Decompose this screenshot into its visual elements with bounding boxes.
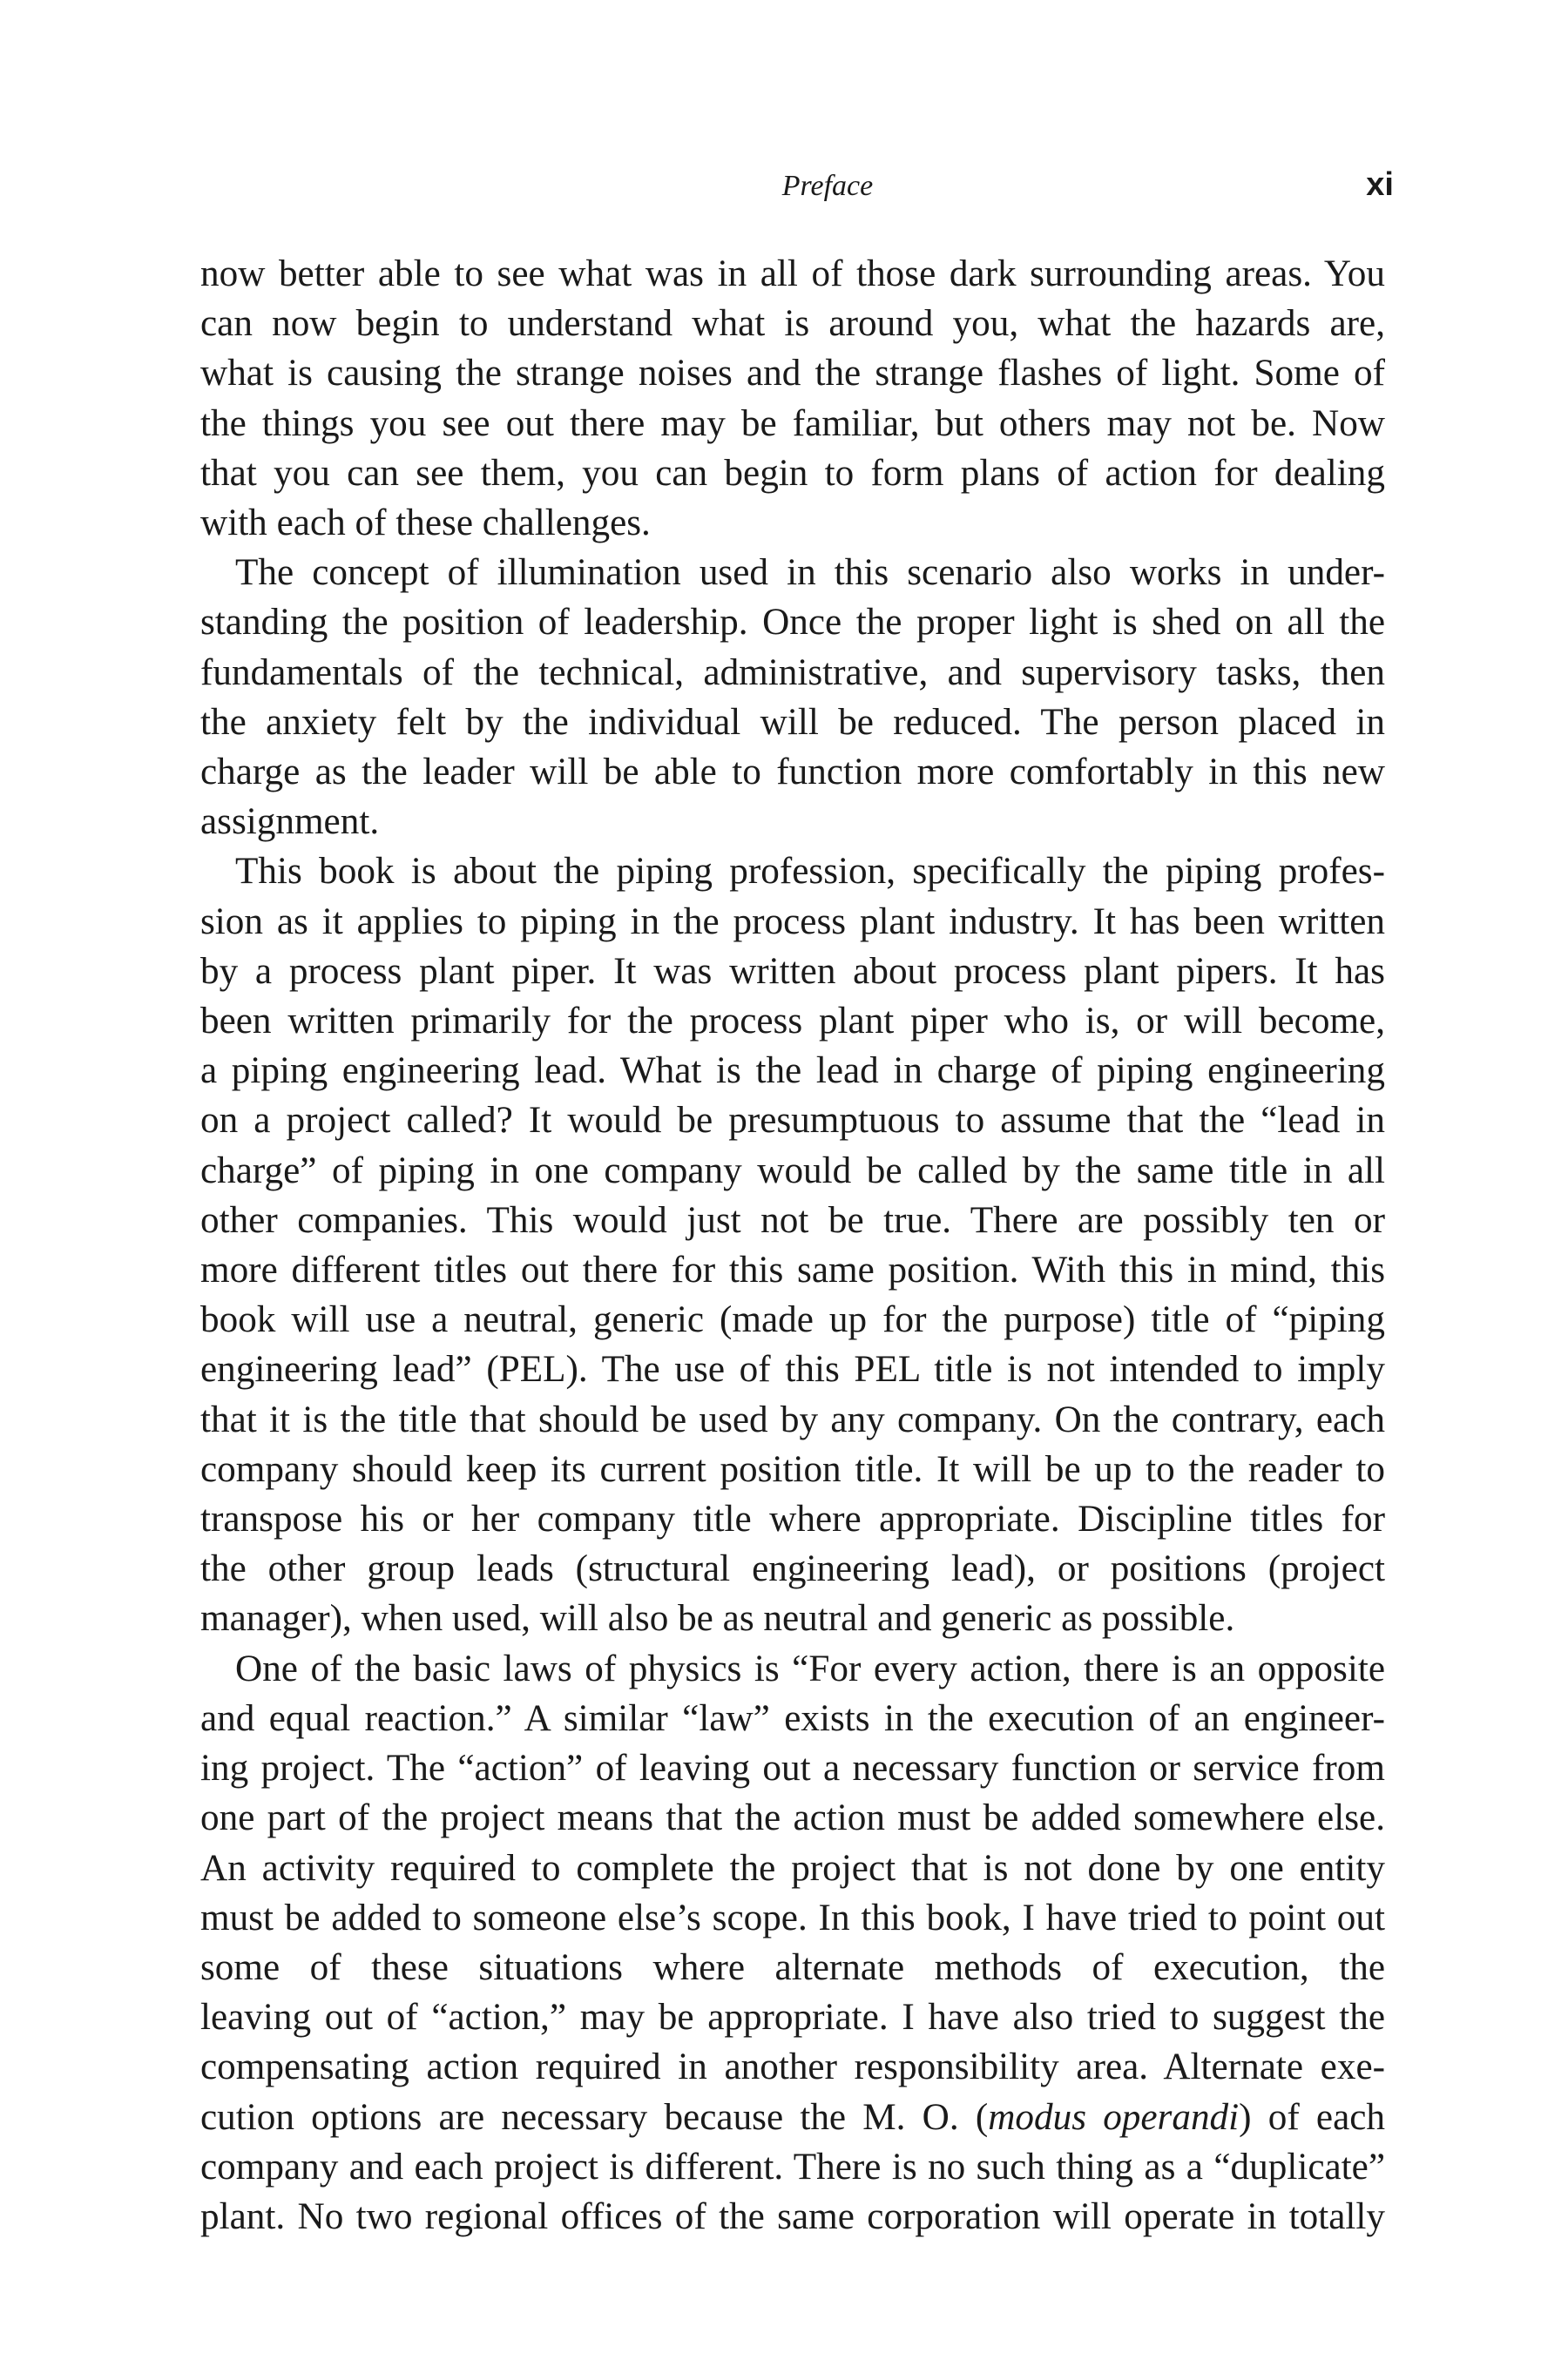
text-line-with-italic — [200, 2093, 1385, 2142]
paragraph-3 — [200, 846, 1385, 1643]
text-line: This book is about the piping profession, specifically the piping profes- — [235, 851, 1385, 893]
paragraph-1 — [200, 249, 1385, 548]
text-line: by a process plant piper. It was written about process plant pipers. It has — [200, 950, 1385, 992]
text-line: now better able to see what was in all of those dark surrounding areas. You — [200, 253, 1385, 294]
text-line: can now begin to understand what is around you, what the hazards are, — [200, 303, 1385, 345]
text-line: what is causing the strange noises and the strange flashes of light. Some of — [200, 353, 1385, 394]
text-line: engineering lead” (PEL). The use of this PEL title is not intended to imply — [200, 1349, 1385, 1391]
text-line: other companies. This would just not be true. There are possibly ten or — [200, 1199, 1385, 1241]
text-line: An activity required to complete the project that is not done by one entity — [200, 1847, 1385, 1889]
text-line: book will use a neutral, generic (made up for the purpose) title of “piping — [200, 1299, 1385, 1341]
running-head-title: Preface — [781, 170, 874, 202]
paragraph-2 — [200, 548, 1385, 846]
paragraph-4 — [200, 1644, 1385, 2242]
page-number: xi — [1366, 166, 1394, 203]
text-line: and equal reaction.” A similar “law” exists in the execution of an engineer- — [200, 1697, 1385, 1739]
text-line: that it is the title that should be used by any company. On the contrary, each — [200, 1399, 1385, 1440]
text-line: more different titles out there for this same position. With this in mind, this — [200, 1250, 1385, 1291]
text-line: that you can see them, you can begin to form plans of action for dealing — [200, 452, 1385, 494]
text-line: the things you see out there may be familiar, but others may not be. Now — [200, 402, 1385, 444]
text-run: cution options are necessary because the M. O. ( — [200, 2096, 989, 2138]
text-line: leaving out of “action,” may be appropriate. I have also tried to suggest the — [200, 1997, 1385, 2039]
text-line: manager), when used, will also be as neutral and generic as possible. — [200, 1598, 1235, 1640]
text-line: ing project. The “action” of leaving out a necessary function or service from — [200, 1748, 1385, 1790]
text-line: company should keep its current position title. It will be up to the reader to — [200, 1448, 1385, 1490]
text-line: charge” of piping in one company would be called by the same title in all — [200, 1150, 1385, 1191]
italic-term-modus-operandi: modus operandi — [988, 2096, 1240, 2138]
text-line: on a project called? It would be presumptuous to assume that the “lead in — [200, 1100, 1385, 1142]
text-line: charge as the leader will be able to function more comfortably in this new — [200, 752, 1385, 793]
text-line: standing the position of leadership. Once the proper light is shed on all the — [200, 602, 1385, 644]
text-line: assignment. — [200, 801, 380, 843]
text-line: must be added to someone else’s scope. In this book, I have tried to point out — [200, 1897, 1385, 1938]
text-line: one part of the project means that the action must be added somewhere else. — [200, 1797, 1385, 1839]
text-line: fundamentals of the technical, administrative, and supervisory tasks, then — [200, 651, 1385, 693]
text-run: ) of each — [1239, 2096, 1385, 2138]
text-line: a piping engineering lead. What is the lead in charge of piping engineering — [200, 1050, 1385, 1092]
text-line: the other group leads (structural engineering lead), or positions (project — [200, 1548, 1385, 1590]
text-line: some of these situations where alternate methods of execution, the — [200, 1946, 1385, 1988]
text-line: company and each project is different. There is no such thing as a “duplicate” — [200, 2146, 1385, 2188]
text-line: sion as it applies to piping in the process plant industry. It has been written — [200, 900, 1385, 942]
text-line: compensating action required in another responsibility area. Alternate exe- — [200, 2046, 1385, 2088]
text-line: transpose his or her company title where appropriate. Discipline titles for — [200, 1499, 1385, 1541]
text-line: plant. No two regional offices of the same corporation will operate in totally — [200, 2195, 1385, 2237]
text-line: the anxiety felt by the individual will be reduced. The person placed in — [200, 701, 1385, 743]
text-line: been written primarily for the process plant piper who is, or will become, — [200, 1001, 1385, 1042]
text-line: with each of these challenges. — [200, 502, 651, 544]
text-line: The concept of illumination used in this scenario also works in under- — [235, 552, 1385, 594]
text-line: One of the basic laws of physics is “For every action, there is an opposite — [235, 1648, 1385, 1689]
body-text — [200, 249, 1385, 2242]
